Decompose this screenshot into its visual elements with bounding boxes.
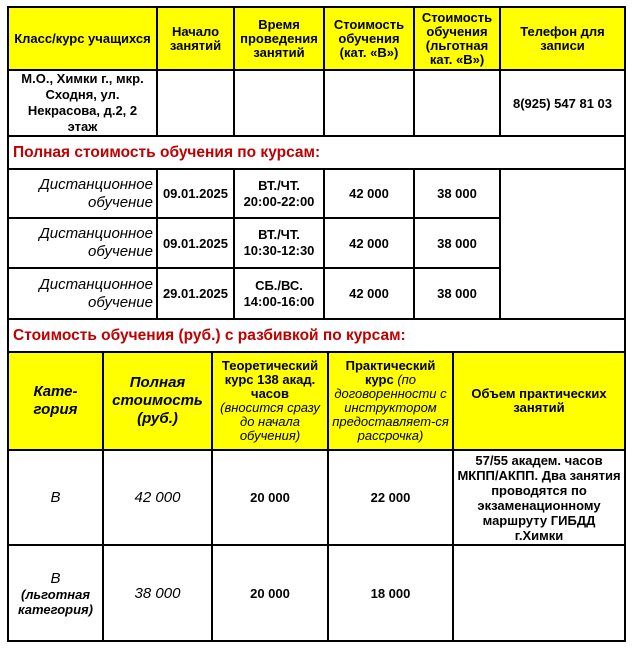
section2-title: Стоимость обучения (руб.) с разбивкой по курсам: — [8, 319, 625, 352]
header-class-course: Класс/курс учащихся — [8, 7, 157, 70]
header-practice-volume: Объем практических занятий — [453, 353, 625, 450]
course-time — [234, 218, 324, 268]
course-name: Дистанционное обучение — [8, 268, 157, 319]
course-start: 29.01.2025 — [157, 268, 234, 319]
header-theory-main: Теоретический курс 138 акад. часов — [221, 358, 319, 401]
category-note: (льготная категория) — [17, 586, 94, 617]
course-days: СБ./ВС. — [255, 277, 303, 293]
address-text: М.О., Химки г., мкр. Сходня, ул. Некрасова, д.2, — [21, 71, 144, 118]
course-cost-discount: 38 000 — [414, 169, 500, 218]
price-document — [7, 6, 624, 642]
practice-volume-cell — [453, 545, 625, 641]
breakdown-row — [8, 450, 625, 545]
header-practice — [328, 353, 453, 450]
course-cost-discount: 38 000 — [414, 218, 500, 268]
theory-cost-cell: 20 000 — [212, 450, 328, 545]
breakdown-header-row — [8, 353, 625, 450]
category-cell — [8, 545, 103, 641]
header-practice-note: (по договоренности с инструктором предоставляет-ся рассрочка) — [332, 372, 449, 443]
header-theory-note: (вносится сразу до начала обучения) — [220, 400, 320, 443]
theory-cost-cell: 20 000 — [212, 545, 328, 641]
course-cost: 42 000 — [324, 268, 414, 319]
course-name: Дистанционное обучение — [8, 169, 157, 218]
course-hours: 10:30-12:30 — [243, 243, 315, 258]
schedule-header-row — [8, 7, 625, 70]
category-cell: В — [8, 450, 103, 545]
header-practice-main: Практический курс — [345, 358, 436, 387]
full-cost-cell: 42 000 — [103, 450, 212, 545]
practice-volume-cell: 57/55 академ. часов МКПП/АКПП. Два занятия проводятся по экзаменационному маршруту ГИБДД г.Химки — [453, 450, 625, 545]
course-hours: 20:00-22:00 — [243, 193, 315, 209]
location-row — [8, 70, 625, 136]
schedule-table — [7, 6, 626, 353]
practice-cost-cell: 18 000 — [328, 545, 453, 641]
header-cost: Стоимость обучения (кат. «В») — [324, 7, 414, 70]
header-full-cost: Полная стоимость (руб.) — [103, 353, 212, 450]
header-time: Время проведения занятий — [234, 7, 324, 70]
breakdown-row — [8, 545, 625, 641]
course-time — [234, 268, 324, 319]
course-cost-discount: 38 000 — [414, 268, 500, 319]
category-letter: В — [50, 569, 61, 587]
section1-title: Полная стоимость обучения по курсам: — [8, 136, 625, 169]
phone-number: 8(925) 547 81 03 — [500, 70, 625, 136]
section1-row — [8, 136, 625, 169]
course-days: ВТ./ЧТ. — [258, 227, 300, 242]
header-cost-discount: Стоимость обучения (льготная кат. «В») — [414, 7, 500, 70]
section2-row — [8, 319, 625, 352]
breakdown-table — [7, 353, 626, 642]
course-hours: 14:00-16:00 — [243, 293, 315, 309]
course-row — [8, 169, 625, 218]
course-start: 09.01.2025 — [157, 169, 234, 218]
header-theory — [212, 353, 328, 450]
course-days: ВТ./ЧТ. — [258, 177, 300, 193]
course-cost: 42 000 — [324, 218, 414, 268]
course-time — [234, 169, 324, 218]
course-cost: 42 000 — [324, 169, 414, 218]
header-start: Начало занятий — [157, 7, 234, 70]
floor-text: 2 этаж — [67, 103, 138, 134]
header-category: Кате-гория — [8, 353, 103, 450]
full-cost-cell: 38 000 — [103, 545, 212, 641]
course-name: Дистанционное обучение — [8, 218, 157, 268]
practice-cost-cell: 22 000 — [328, 450, 453, 545]
course-start: 09.01.2025 — [157, 218, 234, 268]
header-phone: Телефон для записи — [500, 7, 625, 70]
address-cell — [8, 70, 157, 136]
